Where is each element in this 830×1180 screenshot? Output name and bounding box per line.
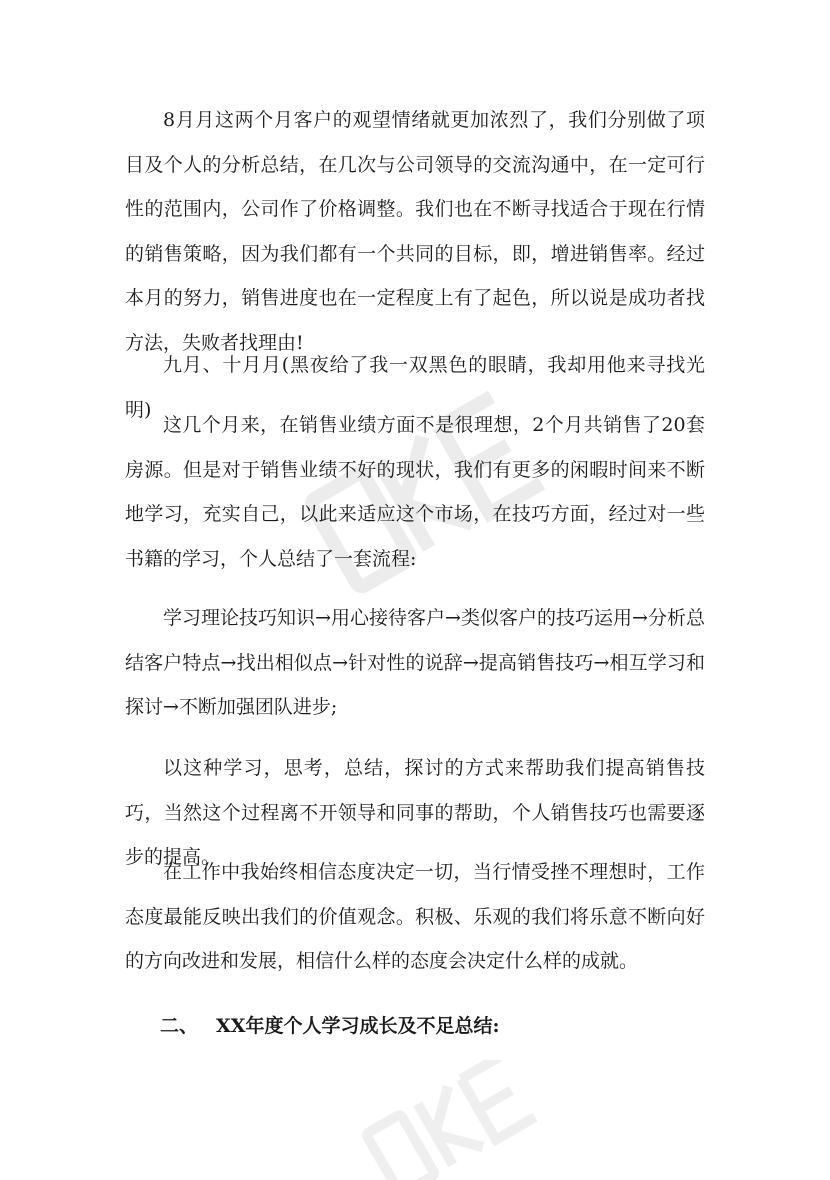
watermark-logo-icon xyxy=(360,1060,540,1180)
paragraph-sep-oct-title: 九月、十月月(黑夜给了我一双黑色的眼睛，我却用他来寻找光明) xyxy=(125,354,705,421)
paragraph-august-summary: 8月月这两个月客户的观望情绪就更加浓烈了，我们分别做了项目及个人的分析总结，在几次与公司领导的交流沟通中，在一定可行性的范围内，公司作了价格调整。我们也在不断寻找适合于现在行情的销售策略，因为我们都有一个共同的目标，即，增进销售率。经过本月的努力，销售进度也在一定程度上有了起色，所以说是成功者找方法，失败者找理由! xyxy=(125,109,705,354)
section-heading xyxy=(160,1004,500,1048)
section-heading-number: 二、 xyxy=(160,1015,199,1037)
paragraph-sales-performance: 这几个月来，在销售业绩方面不是很理想，2个月共销售了20套房源。但是对于销售业绩不好的现状，我们有更多的闲暇时间来不断地学习，充实自己，以此来适应这个市场，在技巧方面，经过对一些书籍的学习，个人总结了一套流程: xyxy=(125,414,705,570)
section-heading-text: XX年度个人学习成长及不足总结: xyxy=(216,1015,500,1037)
paragraph-learning-method: 以这种学习，思考，总结，探讨的方式来帮助我们提高销售技巧，当然这个过程离不开领导和同事的帮助，个人销售技巧也需要逐步的提高。 xyxy=(125,757,705,868)
paragraph-sales-process: 学习理论技巧知识→用心接待客户→类似客户的技巧运用→分析总结客户特点→找出相似点→针对性的说辞→提高销售技巧→相互学习和探讨→不断加强团队进步; xyxy=(125,607,705,718)
paragraph-work-attitude: 在工作中我始终相信态度决定一切，当行情受挫不理想时，工作态度最能反映出我们的价值观念。积极、乐观的我们将乐意不断向好的方向改进和发展，相信什么样的态度会决定什么样的成就。 xyxy=(125,861,705,972)
